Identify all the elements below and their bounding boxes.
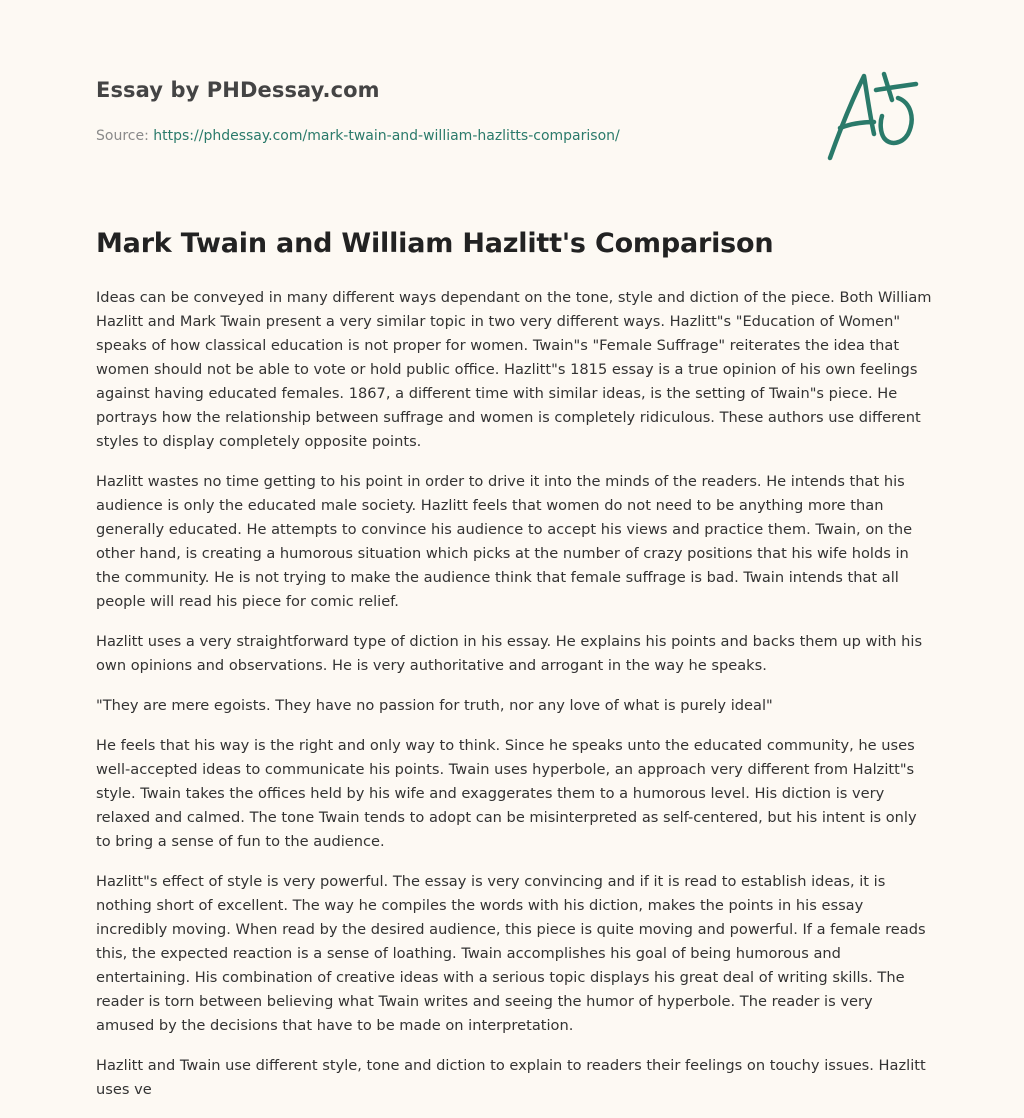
page-header — [96, 78, 928, 144]
source-label: Source: — [96, 128, 154, 144]
paragraph: Hazlitt wastes no time getting to his point in order to drive it into the minds of the readers. He intends that his audience is only the educated male society. Hazlitt feels that women do not need to be anything more than generally educated. He attempts to convince his audience to accept his views and practice them. Twain, on the other hand, is creating a humorous situation which picks at the number of crazy positions that his wife holds in the community. He is not trying to make the audience think that female suffrage is bad. Twain intends that all people will read his piece for comic relief. — [96, 473, 913, 610]
article-body — [96, 286, 932, 1118]
a-plus-icon — [818, 64, 928, 168]
source-link[interactable]: https://phdessay.com/mark-twain-and-william-hazlitts-comparison/ — [153, 128, 620, 144]
site-brand: Essay by PHDessay.com — [96, 78, 380, 102]
article-title: Mark Twain and William Hazlitt's Comparison — [96, 228, 774, 259]
paragraph: Ideas can be conveyed in many different ways dependant on the tone, style and diction of the piece. Both William Hazlitt and Mark Twain present a very similar topic in two very different ways. Hazlitt"s "Education of Women" speaks of how classical education is not proper for women. Twain"s "Female Suffrage" reiterates the idea that women should not be able to vote or hold public office. Hazlitt"s 1815 essay is a true opinion of his own feelings against having educated females. 1867, a different time with similar ideas, is the setting of Twain"s piece. He portrays how the relationship between suffrage and women is completely ridiculous. These authors use different styles to display completely opposite points. — [96, 289, 932, 450]
paragraph: He feels that his way is the right and only way to think. Since he speaks unto the educated community, he uses well-accepted ideas to communicate his points. Twain uses hyperbole, an approach very different from Halzitt"s style. Twain takes the offices held by his wife and exaggerates them to a humorous level. His diction is very relaxed and calmed. The tone Twain tends to adopt can be misinterpreted as self-centered, but his intent is only to bring a sense of fun to the audience. — [96, 737, 917, 850]
source-line — [96, 128, 928, 144]
paragraph: Hazlitt uses a very straightforward type of diction in his essay. He explains his points and backs them up with his own opinions and observations. He is very authoritative and arrogant in the way he speaks. — [96, 633, 923, 674]
paragraph: Hazlitt"s effect of style is very powerful. The essay is very convincing and if it is read to establish ideas, it is nothing short of excellent. The way he compiles the words with his diction, makes the points in his essay incredibly moving. When read by the desired audience, this piece is quite moving and powerful. If a female reads this, the expected reaction is a sense of loathing. Twain accomplishes his goal of being humorous and entertaining. His combination of creative ideas with a serious topic displays his great deal of writing skills. The reader is torn between believing what Twain writes and seeing the humor of hyperbole. The reader is very amused by the decisions that have to be made on interpretation. — [96, 873, 926, 1034]
quote-paragraph: "They are mere egoists. They have no passion for truth, nor any love of what is purely ideal" — [96, 697, 773, 714]
paragraph: Hazlitt and Twain use different style, tone and diction to explain to readers their feelings on touchy issues. Hazlitt uses ve — [96, 1057, 926, 1098]
